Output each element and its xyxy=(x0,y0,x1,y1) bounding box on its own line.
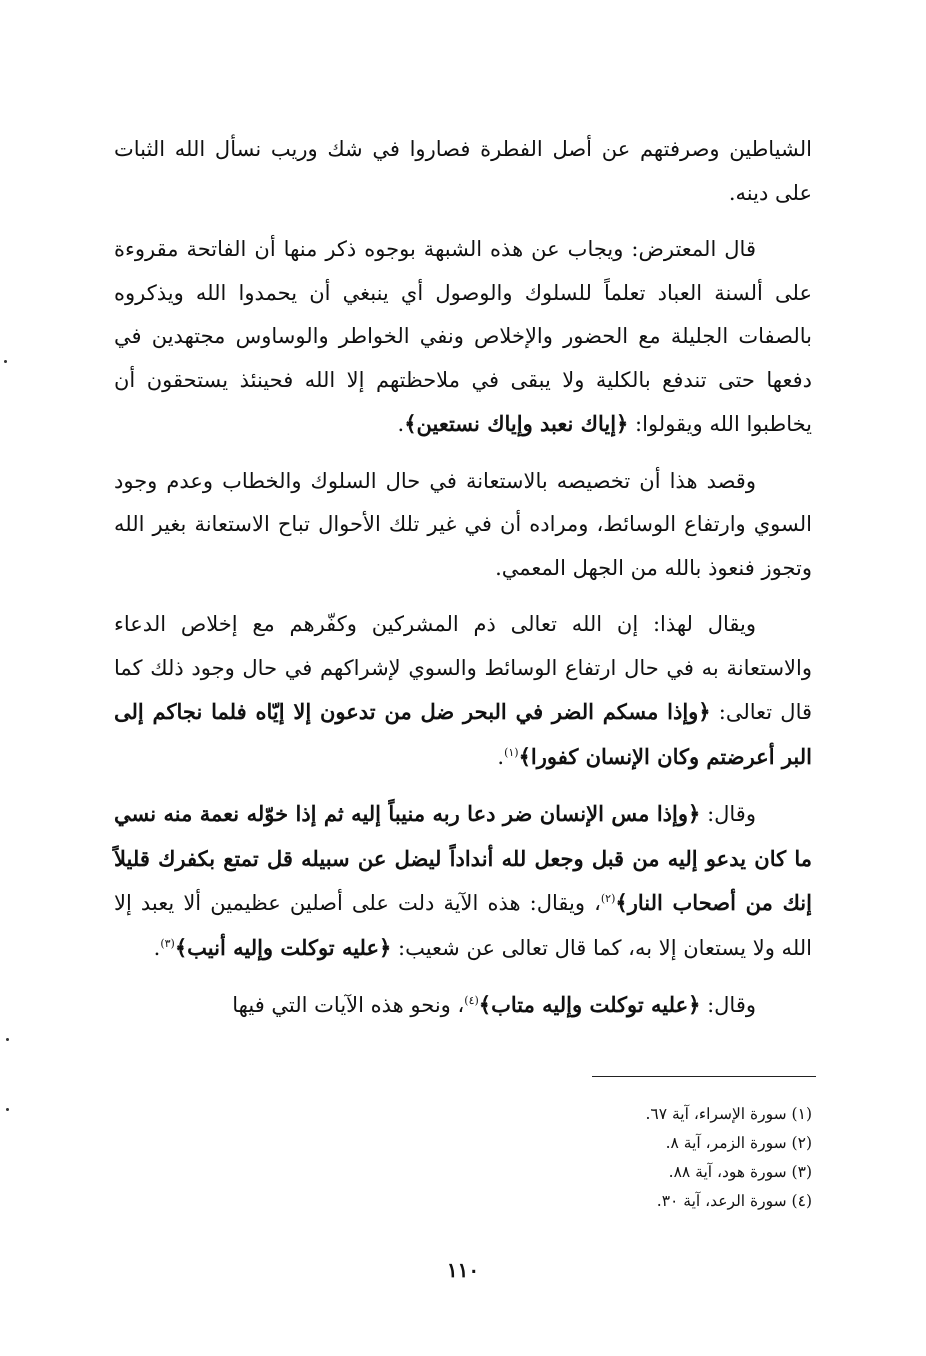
paragraph-5 xyxy=(114,792,812,970)
paragraph-text: . xyxy=(153,935,161,960)
paragraph-2 xyxy=(114,228,812,447)
quran-quote: ﴿وإذا مسكم الضر في البحر ضل من تدعون إلا إيّاه فلما نجاكم إلى البر أعرضتم وكان الإنسان كفورا﴾ xyxy=(114,699,812,769)
footnote-1: (١) سورة الإسراء، آية ٦٧. xyxy=(645,1105,812,1123)
quran-quote: ﴿عليه توكلت وإليه أنيب﴾ xyxy=(174,934,392,960)
paragraph-text: وقال: xyxy=(700,802,756,826)
quran-quote: ﴿إياك نعبد وإياك نستعين﴾ xyxy=(404,411,629,436)
paragraph-text: قال المعترض: ويجاب عن هذه الشبهة بوجوه ذكر منها أن الفاتحة مقروءة على ألسنة العباد تعلماً للسلوك والوصول أي ينبغي أن يحمدوا الله ويذكروه بالصفات الجليلة مع الحضور والإخلاص ونفي الخواطر والوساوس مجتهدين في دفعها حتى تندفع بالكلية ولا يبقى في ملاحظتهم إلا الله فحينئذ يستحقون أن يخاطبوا الله ويقولوا: xyxy=(114,237,812,436)
footnote-marker[interactable]: (١) xyxy=(504,745,519,759)
paragraph-text: وقصد هذا أن تخصيصه بالاستعانة في حال السلوك والخطاب وعدم وجود السوي وارتفاع الوسائط، ومراده أن في غير تلك الأحوال تباح الاستعانة بغير الله وتجوز فنعوذ بالله من الجهل المعمي. xyxy=(114,468,812,580)
page-number: ١١٠ xyxy=(446,1258,480,1282)
paragraph-text: الشياطين وصرفتهم عن أصل الفطرة فصاروا في شك وريب نسأل الله الثبات على دينه. xyxy=(114,137,812,205)
footnotes xyxy=(300,1100,812,1216)
scan-speck xyxy=(4,360,7,363)
footnote-2: (٢) سورة الزمر، آية ٨. xyxy=(665,1134,812,1152)
footnote-divider xyxy=(592,1076,816,1077)
paragraph-text: ، ويقال: هذه الآية دلت على أصلين عظيمين ألا يعبد إلا الله ولا يستعان إلا به، كما قال تعالى عن شعيب: xyxy=(114,891,812,960)
footnote-marker[interactable]: (٢) xyxy=(600,892,616,905)
paragraph-4 xyxy=(114,603,812,779)
paragraph-text: ويقال لهذا: إن الله تعالى ذم المشركين وكفّرهم مع إخلاص الدعاء والاستعانة به في حال ارتفاع الوسائط والسوي لإشراكهم في حال وجود ذلك كما قال تعالى: xyxy=(114,612,813,724)
scan-speck xyxy=(6,1038,9,1041)
body-text xyxy=(114,128,812,1041)
footnote-marker[interactable]: (٤) xyxy=(464,994,479,1007)
paragraph-3 xyxy=(114,460,812,591)
paragraph-text: وقال: xyxy=(700,993,756,1017)
paragraph-6 xyxy=(114,983,812,1028)
quran-quote: ﴿عليه توكلت وإليه متاب﴾ xyxy=(478,992,701,1017)
scan-speck xyxy=(6,1108,9,1111)
footnote-4: (٤) سورة الرعد، آية ٣٠. xyxy=(656,1192,812,1210)
paragraph-text: . xyxy=(397,412,405,436)
paragraph-text: . xyxy=(497,744,505,769)
paragraph-1 xyxy=(114,128,812,215)
paragraph-text: ، ونحو هذه الآيات التي فيها xyxy=(232,993,465,1017)
footnote-3: (٣) سورة هود، آية ٨٨. xyxy=(668,1163,812,1181)
quran-quote: ﴿وإذا مس الإنسان ضر دعا ربه منيباً إليه ثم إذا خوّله نعمة منه نسي ما كان يدعو إليه من قبل وجعل لله أنداداً ليضل عن سبيله قل تمتع بكفرك قليلاً إنك من أصحاب النار﴾ xyxy=(114,801,812,915)
footnote-marker[interactable]: (٣) xyxy=(160,936,175,950)
